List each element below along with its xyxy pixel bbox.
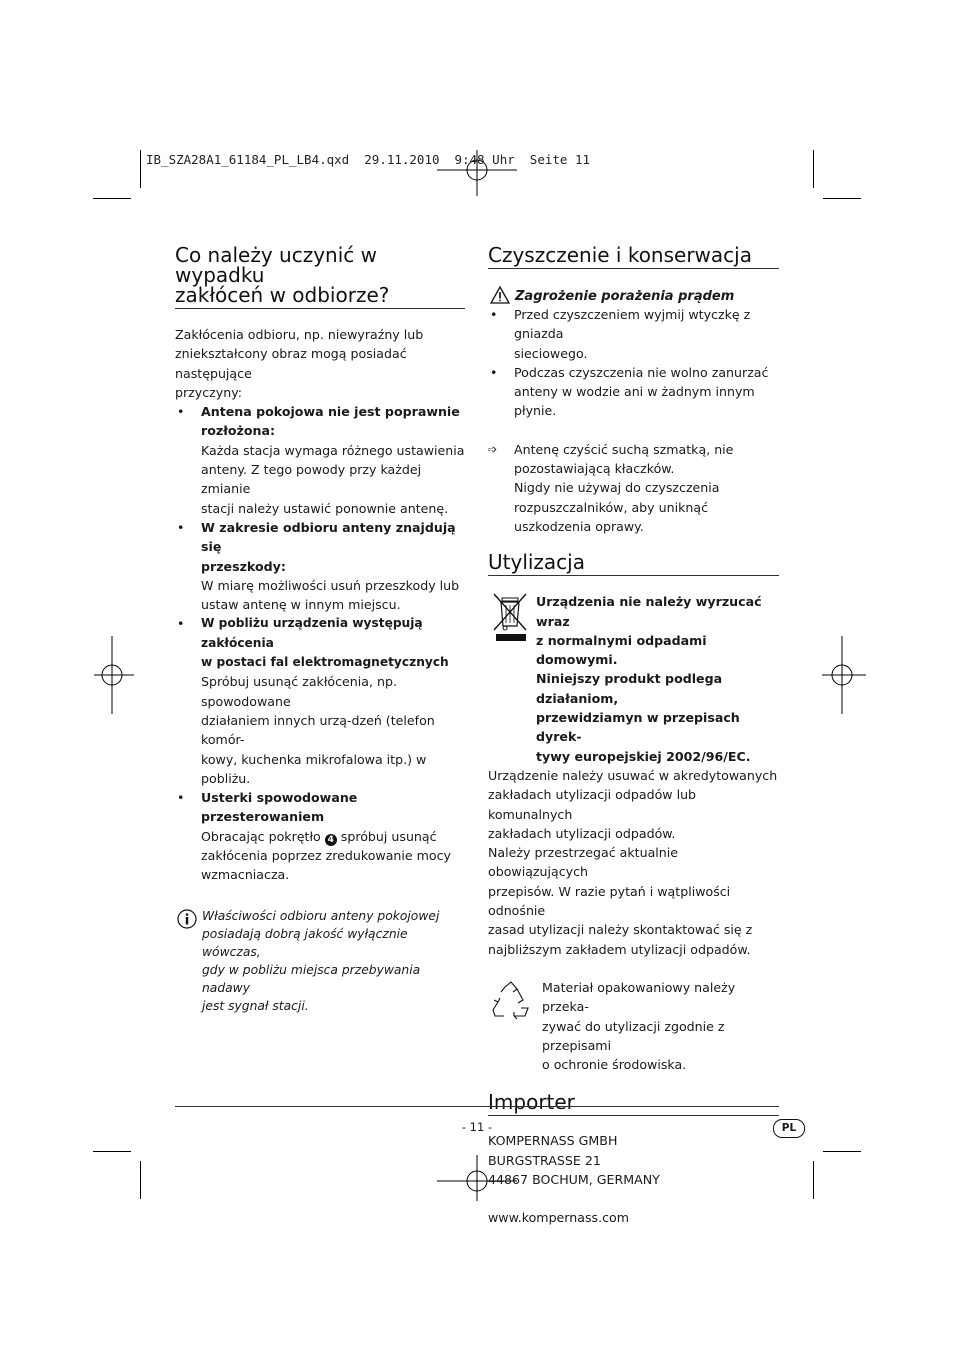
crop-mark xyxy=(823,1151,861,1152)
crop-mark xyxy=(140,1161,141,1199)
title-rule xyxy=(488,1115,779,1116)
cleaning-title: Czyszczenie i konserwacja xyxy=(488,243,752,267)
list-item: • W zakresie odbioru anteny znajdują się przeszkody: W miarę możliwości usuń przeszkody lub ustaw antenę w innym miejscu. xyxy=(177,519,460,613)
list-item: • Podczas czyszczenia nie wolno zanurzać anteny w wodzie ani w żadnym innym płynie. xyxy=(490,364,769,419)
file-info: IB_SZA28A1_61184_PL_LB4.qxd 29.11.2010 9:48 Uhr Seite 11 xyxy=(146,152,591,167)
list-item: • Usterki spowodowane przesterowaniem Obracając pokrętło 4 spróbuj usunąć zakłócenia poprzez zredukowanie mocy wzmacniacza. xyxy=(177,790,452,883)
knob-number-badge: 4 xyxy=(325,834,337,846)
tip-item: ➩ Antenę czyścić suchą szmatką, nie pozostawiającą kłaczków. Nigdy nie używaj do czyszczenia rozpuszczalników, aby uniknąć uszkodzenia oprawy. xyxy=(488,441,734,534)
arrow-icon: ➩ xyxy=(488,442,498,456)
troubleshooting-title: Co należy uczynić w wypadku zakłóceń w odbiorze? xyxy=(175,243,390,307)
packaging-block: Materiał opakowaniowy należy przeka- zywać do utylizacji zgodnie z przepisami o ochronie środowiska. xyxy=(488,978,779,1074)
warning-heading: Zagrożenie porażenia prądem xyxy=(488,285,779,305)
title-rule xyxy=(488,268,779,269)
disposal-title: Utylizacja xyxy=(488,550,585,575)
right-column xyxy=(488,245,779,1228)
recycling-icon xyxy=(490,980,532,1020)
intro-text: Zakłócenia odbioru, np. niewyraźny lub zniekształcony obraz mogą posiadać następujące przyczyny: xyxy=(175,327,424,400)
language-badge: PL xyxy=(773,1119,805,1138)
page-number: - 11 - xyxy=(461,1120,493,1134)
crop-mark xyxy=(813,1161,814,1199)
list-item: • Antena pokojowa nie jest poprawnie rozłożona: Każda stacja wymaga różnego ustawienia anteny. Z tego powody przy każdej zmianie stacji należy ustawić ponownie antenę. xyxy=(177,404,465,516)
title-rule xyxy=(175,308,465,309)
crop-mark xyxy=(93,198,131,199)
left-column xyxy=(175,245,465,1015)
importer-address: KOMPERNASS GMBH BURGSTRASSE 21 44867 BOCHUM, GERMANY xyxy=(488,1133,660,1187)
disposal-text: Urządzenie należy usuwać w akredytowanych zakładach utylizacji odpadów lub komunalnych zakładach utylizacji odpadów. Należy przestrzegać aktualnie obowiązujących przepisów. W razie pytań i wątpliwości odnośnie zasad utylizacji należy skontaktować się z najbliższym zakładem utylizacji odpadów. xyxy=(488,767,778,957)
registration-mark-right xyxy=(820,636,866,714)
weee-block: Urządzenia nie należy wyrzucać wraz z normalnymi odpadami domowymi. Niniejszy produkt podlega działaniom, przewidziamyn w przepisach dyrek- tywy europejskiej 2002/96/EC. xyxy=(488,592,779,766)
list-item: • Przed czyszczeniem wyjmij wtyczkę z gniazda sieciowego. xyxy=(490,307,751,361)
importer-title: Importer xyxy=(488,1090,575,1115)
website-link[interactable]: www.kompernass.com xyxy=(488,1210,629,1226)
list-item: • W pobliżu urządzenia występują zakłócenia w postaci fal elektromagnetycznych Spróbuj usunąć zakłócenia, np. spowodowane działaniem innych urzą-dzeń (telefon komór- kowy, kuchenka mikrofalowa itp.) w pobliżu. xyxy=(177,616,449,786)
crop-mark xyxy=(140,150,141,188)
warning-triangle-icon xyxy=(490,286,510,304)
info-note: Właściwości odbioru anteny pokojowej posiadają dobrą jakość wyłącznie wówczas, gdy w pobliżu miejsca przebywania nadawy jest sygnał stacji. xyxy=(175,907,465,1015)
footer-rule xyxy=(175,1106,779,1107)
registration-mark-left xyxy=(94,636,140,714)
crossed-bin-icon xyxy=(492,592,528,644)
info-icon xyxy=(177,909,197,929)
crop-mark xyxy=(93,1151,131,1152)
title-rule xyxy=(488,575,779,576)
crop-mark xyxy=(823,198,861,199)
crop-mark xyxy=(813,150,814,188)
